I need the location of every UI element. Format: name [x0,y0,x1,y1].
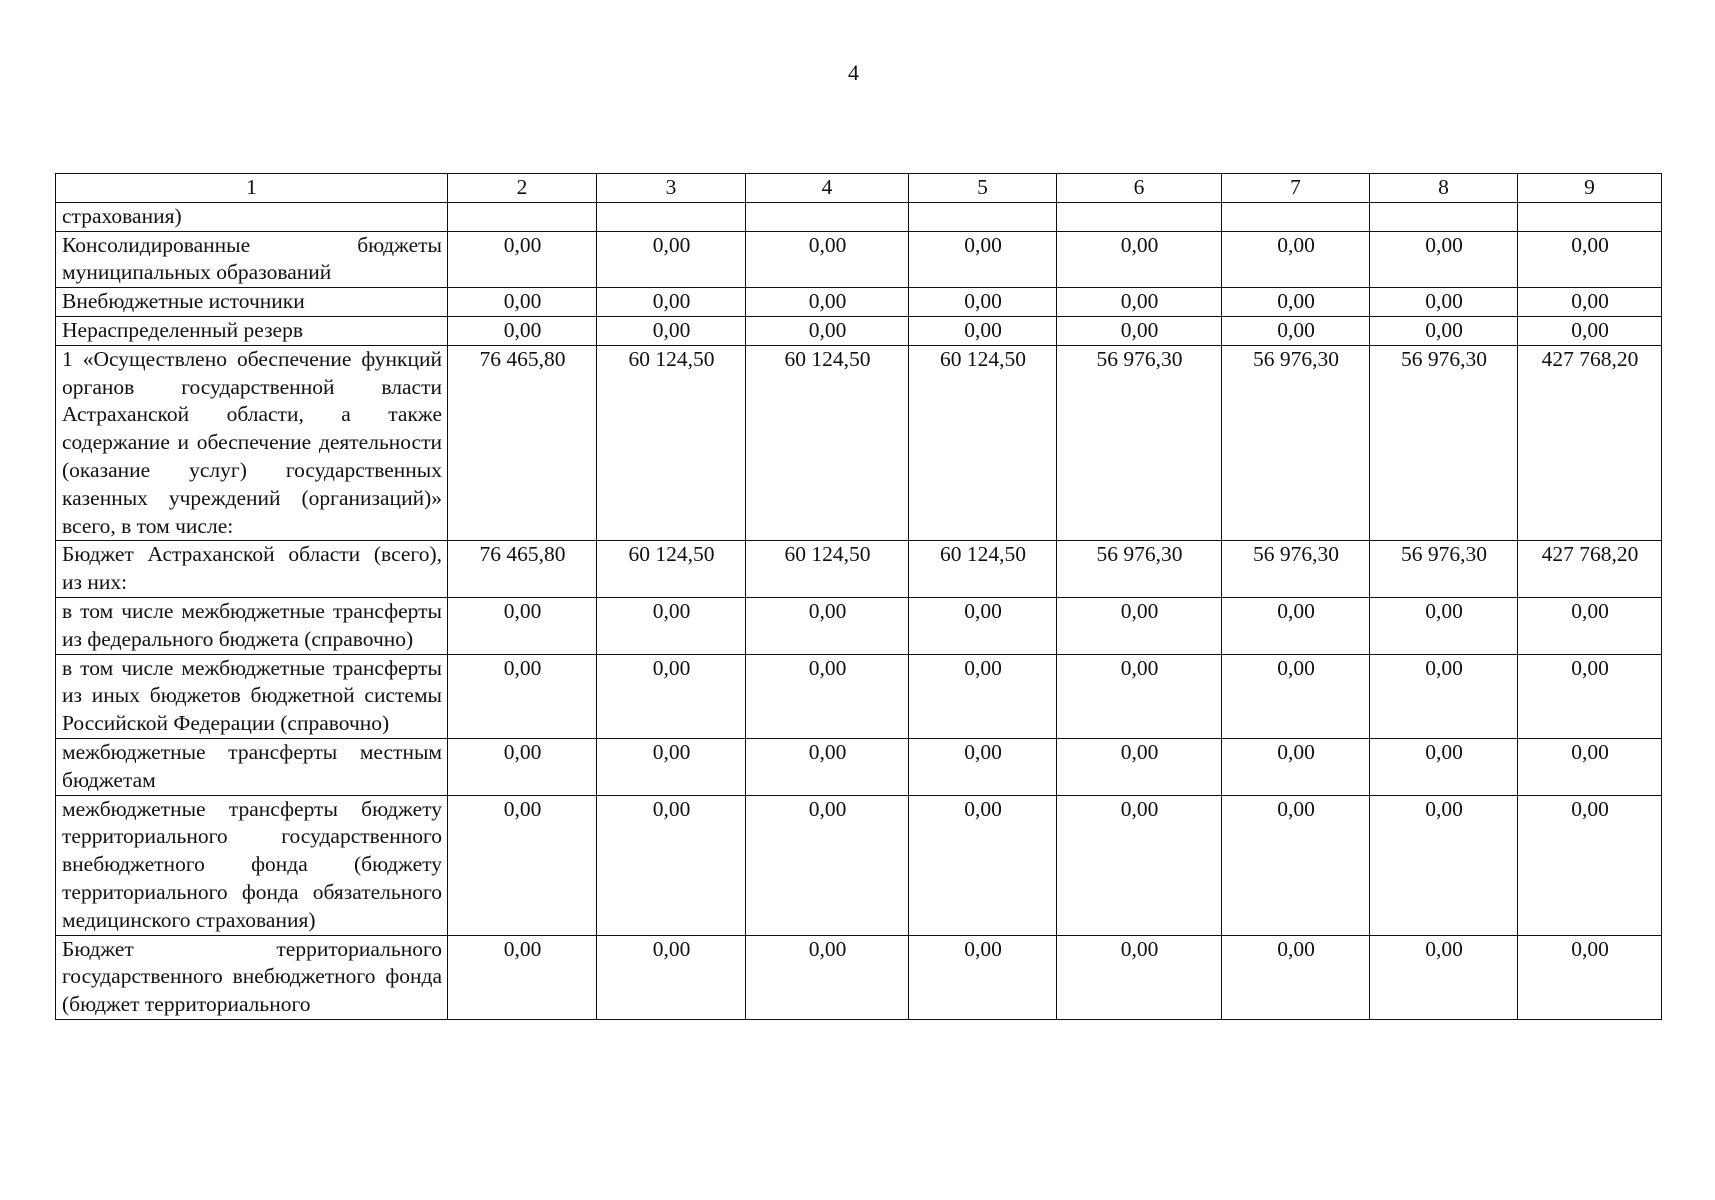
value-cell: 0,00 [1057,288,1222,317]
column-header: 6 [1057,174,1222,203]
value-cell: 60 124,50 [597,541,746,598]
value-cell [1370,202,1518,231]
value-cell: 60 124,50 [746,345,909,541]
value-cell: 0,00 [1222,795,1370,935]
value-cell [597,202,746,231]
value-cell: 0,00 [597,738,746,795]
row-label: Бюджет территориального государственного внебюджетного фонда (бюджет территориального [56,935,448,1019]
column-header: 7 [1222,174,1370,203]
value-cell: 56 976,30 [1370,541,1518,598]
value-cell: 56 976,30 [1222,345,1370,541]
value-cell: 0,00 [746,738,909,795]
value-cell: 0,00 [1222,738,1370,795]
header-row [56,174,1662,203]
column-header: 2 [448,174,597,203]
value-cell: 0,00 [1518,738,1662,795]
value-cell: 0,00 [746,795,909,935]
value-cell: 0,00 [1518,316,1662,345]
value-cell: 0,00 [1057,795,1222,935]
value-cell: 76 465,80 [448,345,597,541]
value-cell: 0,00 [1518,288,1662,317]
value-cell: 0,00 [597,231,746,288]
value-cell: 0,00 [1370,597,1518,654]
table-row [56,738,1662,795]
value-cell: 0,00 [1518,654,1662,738]
table-row [56,345,1662,541]
value-cell [1222,202,1370,231]
value-cell: 0,00 [909,316,1057,345]
value-cell: 0,00 [448,654,597,738]
value-cell: 0,00 [909,935,1057,1019]
value-cell: 0,00 [597,316,746,345]
row-label: межбюджетные трансферты бюджету территориального государственного внебюджетного фонда (бюджету территориального фонда обязательного медицинского страхования) [56,795,448,935]
table-row [56,316,1662,345]
value-cell [1057,202,1222,231]
value-cell: 0,00 [909,288,1057,317]
value-cell: 0,00 [1370,231,1518,288]
value-cell: 0,00 [1057,935,1222,1019]
value-cell: 0,00 [1518,597,1662,654]
table-row [56,654,1662,738]
row-label: Бюджет Астраханской области (всего), из них: [56,541,448,598]
value-cell: 0,00 [448,935,597,1019]
value-cell: 0,00 [1222,288,1370,317]
value-cell: 0,00 [746,935,909,1019]
value-cell: 0,00 [1057,316,1222,345]
value-cell: 0,00 [448,316,597,345]
value-cell: 0,00 [597,795,746,935]
column-header: 5 [909,174,1057,203]
value-cell: 0,00 [597,654,746,738]
table-row [56,597,1662,654]
column-header: 9 [1518,174,1662,203]
value-cell: 0,00 [1518,935,1662,1019]
value-cell: 56 976,30 [1057,345,1222,541]
value-cell: 0,00 [1057,231,1222,288]
value-cell: 0,00 [746,288,909,317]
value-cell: 60 124,50 [597,345,746,541]
value-cell: 0,00 [597,935,746,1019]
row-label: в том числе межбюджетные трансферты из иных бюджетов бюджетной системы Российской Федерации (справочно) [56,654,448,738]
page-number: 4 [848,60,859,85]
value-cell: 56 976,30 [1370,345,1518,541]
value-cell: 56 976,30 [1222,541,1370,598]
value-cell: 0,00 [597,288,746,317]
value-cell: 0,00 [909,738,1057,795]
value-cell: 0,00 [448,597,597,654]
column-header: 1 [56,174,448,203]
value-cell: 0,00 [1057,654,1222,738]
value-cell: 427 768,20 [1518,345,1662,541]
column-header: 4 [746,174,909,203]
value-cell: 0,00 [746,597,909,654]
value-cell: 0,00 [597,597,746,654]
value-cell: 0,00 [448,738,597,795]
value-cell [746,202,909,231]
value-cell: 0,00 [1057,738,1222,795]
value-cell: 0,00 [1057,597,1222,654]
value-cell: 0,00 [448,795,597,935]
value-cell: 0,00 [1370,935,1518,1019]
value-cell: 0,00 [746,316,909,345]
table-row [56,541,1662,598]
row-label: Консолидированные бюджеты муниципальных образований [56,231,448,288]
value-cell [1518,202,1662,231]
value-cell: 60 124,50 [909,541,1057,598]
row-label: межбюджетные трансферты местным бюджетам [56,738,448,795]
value-cell: 60 124,50 [909,345,1057,541]
value-cell: 0,00 [909,597,1057,654]
value-cell: 0,00 [909,231,1057,288]
value-cell: 0,00 [1518,231,1662,288]
column-header: 8 [1370,174,1518,203]
value-cell: 0,00 [1370,316,1518,345]
row-label: в том числе межбюджетные трансферты из федерального бюджета (справочно) [56,597,448,654]
row-label: 1 «Осуществлено обеспечение функций органов государственной власти Астраханской области, а также содержание и обеспечение деятельности (оказание услуг) государственных казенных учреждений (организаций)» всего, в том числе: [56,345,448,541]
table-row [56,935,1662,1019]
value-cell: 0,00 [1222,316,1370,345]
value-cell: 0,00 [909,654,1057,738]
value-cell: 0,00 [1370,795,1518,935]
row-label: Внебюджетные источники [56,288,448,317]
value-cell: 0,00 [1370,654,1518,738]
value-cell: 0,00 [1370,738,1518,795]
value-cell: 0,00 [1518,795,1662,935]
value-cell: 0,00 [746,654,909,738]
value-cell: 0,00 [1222,231,1370,288]
value-cell: 60 124,50 [746,541,909,598]
value-cell [448,202,597,231]
value-cell: 0,00 [1222,935,1370,1019]
value-cell: 56 976,30 [1057,541,1222,598]
value-cell: 0,00 [448,231,597,288]
table-row [56,288,1662,317]
value-cell: 0,00 [909,795,1057,935]
value-cell: 427 768,20 [1518,541,1662,598]
column-header: 3 [597,174,746,203]
table-row [56,795,1662,935]
value-cell [909,202,1057,231]
value-cell: 0,00 [1370,288,1518,317]
table-row [56,202,1662,231]
value-cell: 0,00 [1222,654,1370,738]
value-cell: 0,00 [746,231,909,288]
table-row [56,231,1662,288]
value-cell: 0,00 [1222,597,1370,654]
row-label: Нераспределенный резерв [56,316,448,345]
value-cell: 76 465,80 [448,541,597,598]
budget-table [55,173,1662,1020]
row-label: страхования) [56,202,448,231]
value-cell: 0,00 [448,288,597,317]
